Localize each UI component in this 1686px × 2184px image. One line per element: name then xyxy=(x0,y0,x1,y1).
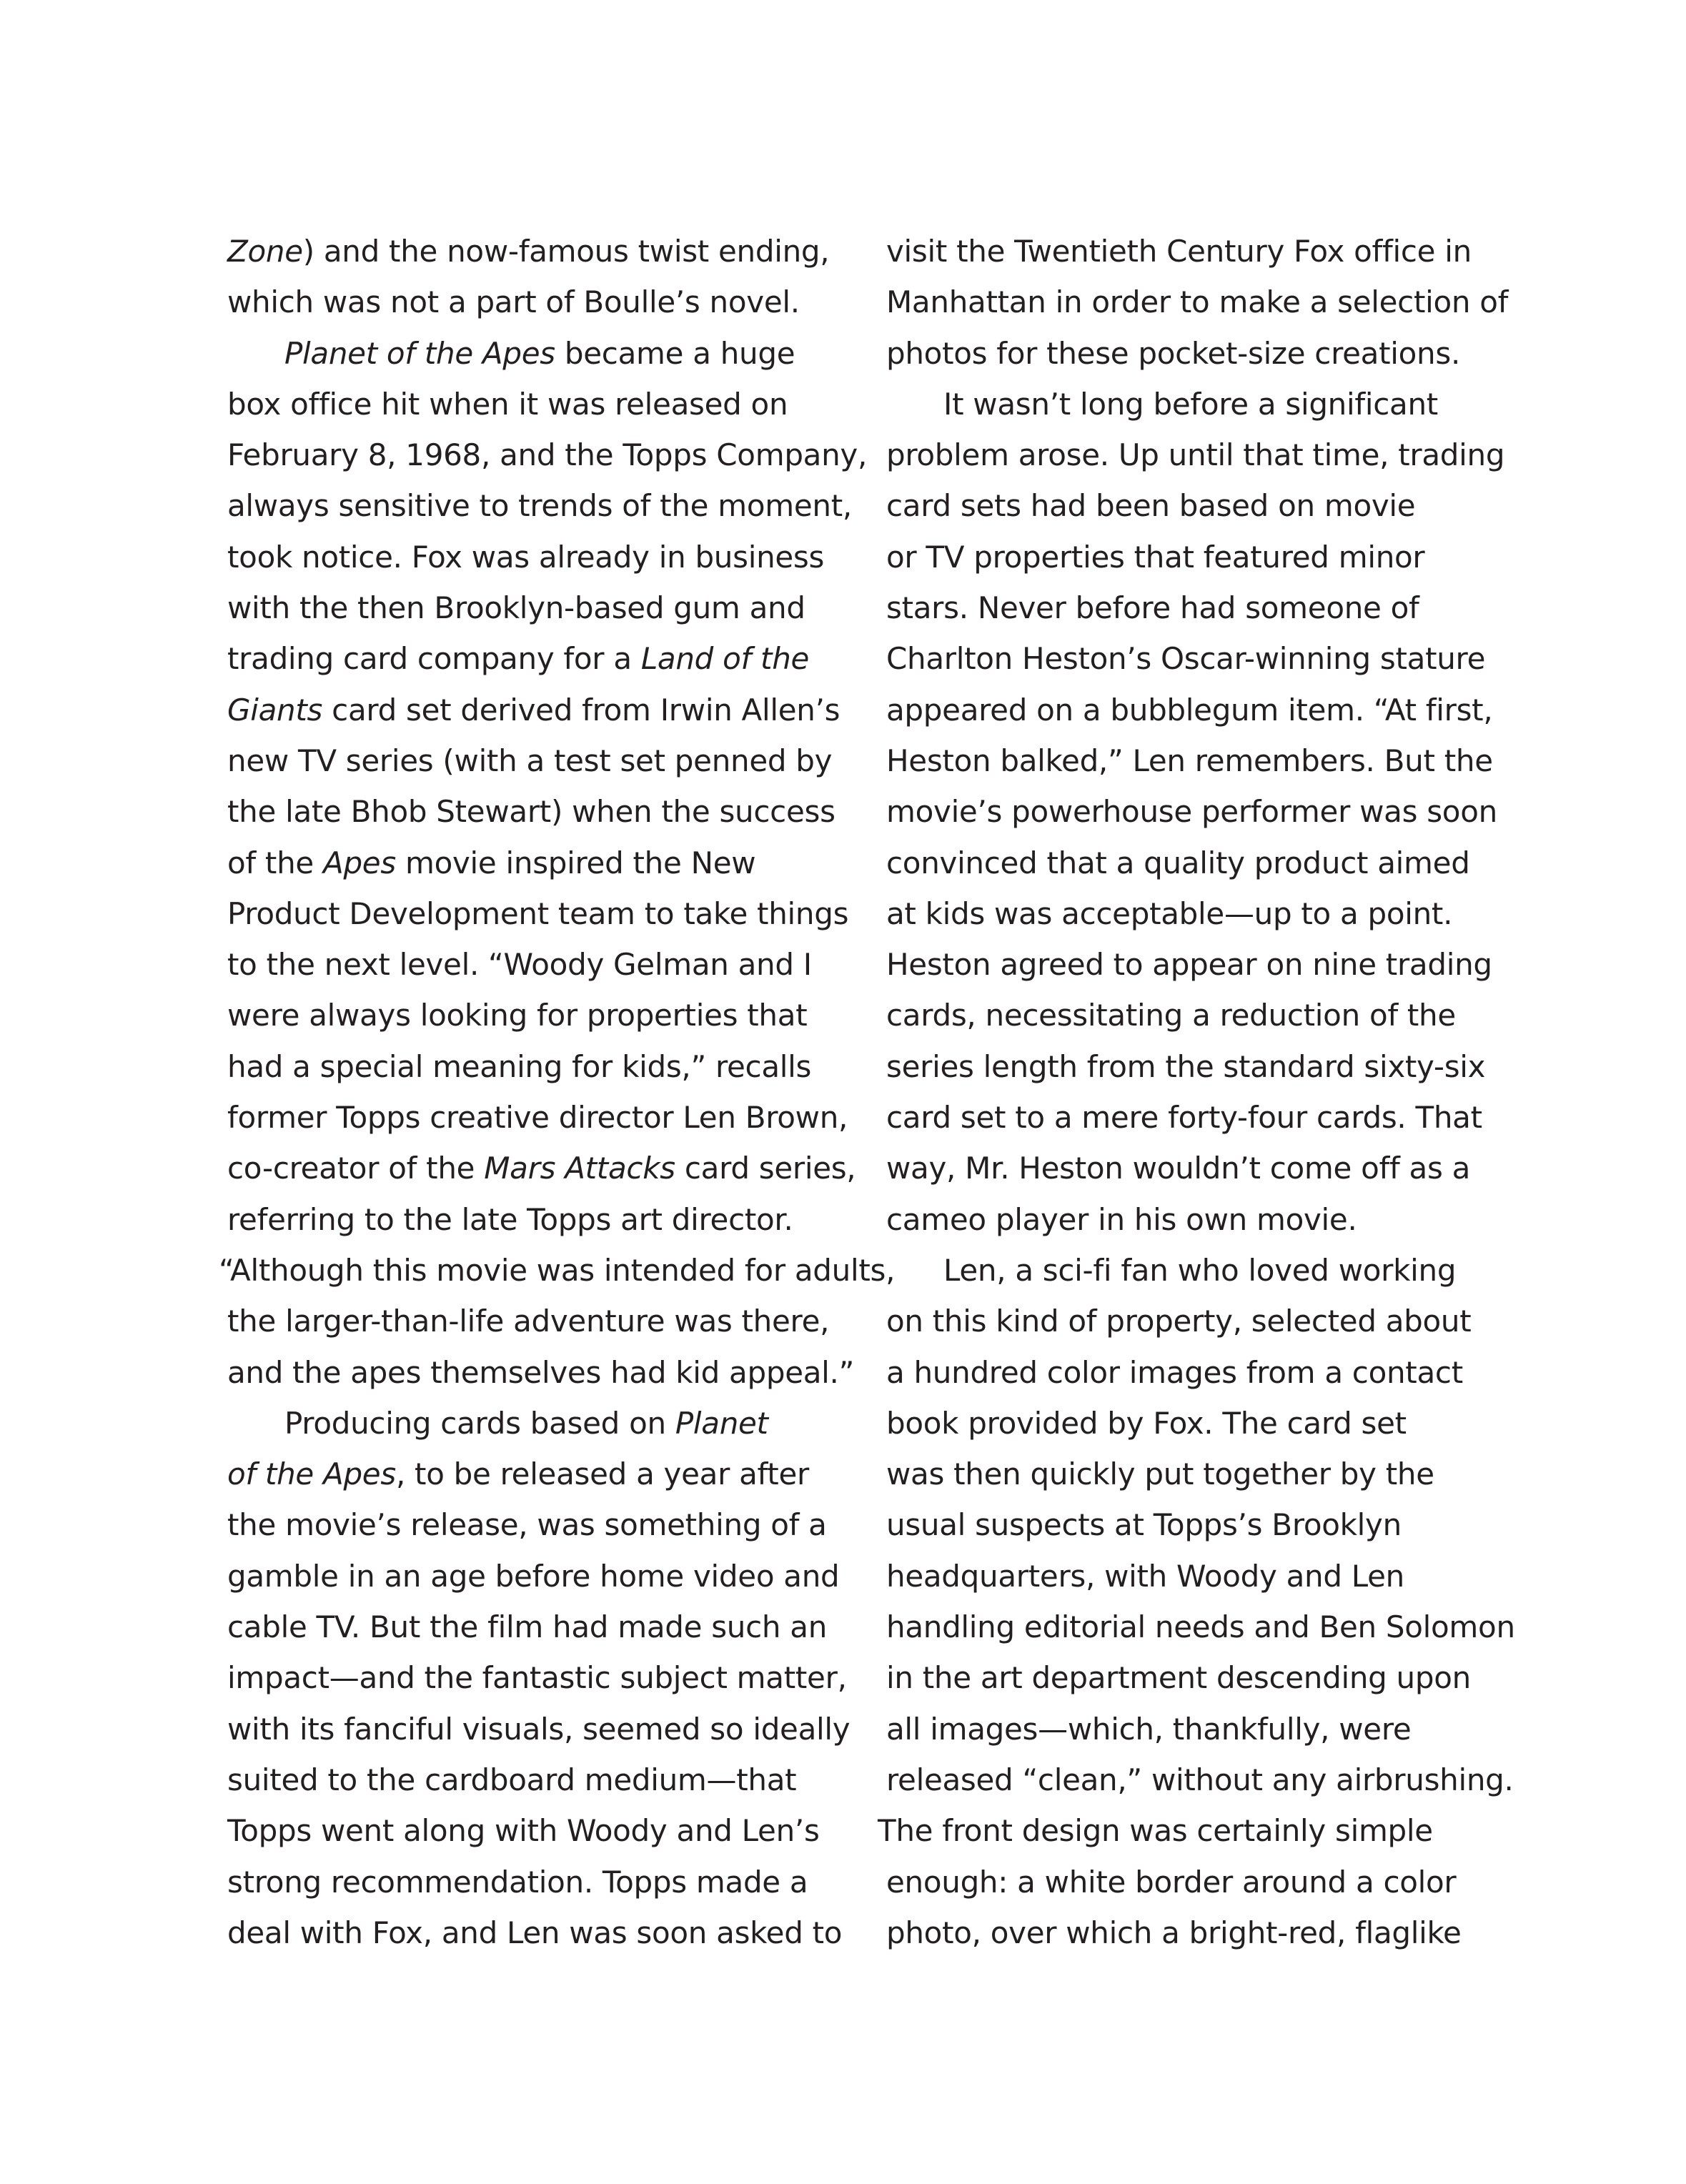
text-line xyxy=(886,328,1515,379)
text-line xyxy=(227,786,856,837)
text-segment: or TV properties that featured minor xyxy=(886,539,1425,575)
text-segment: at kids was acceptable—up to a point. xyxy=(886,895,1453,931)
text-segment: trading card company for a xyxy=(227,641,641,677)
text-segment: box office hit when it was released on xyxy=(227,386,788,422)
text-segment: had a special meaning for kids,” recalls xyxy=(227,1048,812,1084)
text-line xyxy=(227,1652,856,1703)
text-line xyxy=(227,1857,856,1907)
text-segment: card set to a mere forty-four cards. That xyxy=(886,1100,1482,1136)
text-segment: gamble in an age before home video and xyxy=(227,1558,840,1594)
text-segment: became a huge xyxy=(555,335,795,371)
text-line xyxy=(227,1551,856,1602)
text-segment: cameo player in his own movie. xyxy=(886,1201,1357,1237)
text-segment: former Topps creative director Len Brown, xyxy=(227,1100,848,1136)
text-segment: were always looking for properties that xyxy=(227,998,808,1033)
text-segment: which was not a part of Boulle’s novel. xyxy=(227,284,800,320)
text-line xyxy=(227,1805,856,1856)
text-line xyxy=(227,480,856,531)
text-segment: photos for these pocket-size creations. xyxy=(886,335,1460,371)
text-segment: enough: a white border around a color xyxy=(886,1864,1457,1900)
text-line xyxy=(886,277,1515,327)
text-segment: impact—and the fantastic subject matter, xyxy=(227,1660,847,1696)
text-segment: Heston agreed to appear on nine trading xyxy=(886,947,1492,983)
text-line xyxy=(886,685,1515,735)
text-segment: book provided by Fox. The card set xyxy=(886,1405,1407,1441)
text-segment: card series, xyxy=(675,1151,856,1186)
italic-text-segment: Planet of the Apes xyxy=(284,335,555,371)
text-segment: way, Mr. Heston wouldn’t come off as a xyxy=(886,1151,1471,1186)
text-line xyxy=(886,1296,1515,1346)
text-line xyxy=(886,786,1515,837)
text-line xyxy=(886,1602,1515,1652)
text-line xyxy=(227,888,856,939)
text-segment: Len, a sci-fi fan who loved working xyxy=(943,1252,1457,1288)
text-line xyxy=(886,1754,1515,1805)
text-line xyxy=(227,277,856,327)
text-line xyxy=(886,1499,1515,1550)
text-segment: with the then Brooklyn-based gum and xyxy=(227,590,805,626)
text-segment: problem arose. Up until that time, trading xyxy=(886,437,1505,473)
text-segment: series length from the standard sixty-six xyxy=(886,1048,1486,1084)
text-segment: ) and the now-famous twist ending, xyxy=(302,234,830,269)
text-segment: appeared on a bubblegum item. “At first, xyxy=(886,692,1493,728)
text-segment: in the art department descending upon xyxy=(886,1660,1471,1696)
text-line xyxy=(886,226,1515,277)
text-segment: on this kind of property, selected about xyxy=(886,1304,1472,1339)
text-segment: Producing cards based on xyxy=(284,1405,675,1441)
text-line xyxy=(227,1041,856,1092)
text-segment: was then quickly put together by the xyxy=(886,1456,1434,1492)
text-line xyxy=(886,1398,1515,1449)
text-line xyxy=(227,1143,856,1193)
text-line xyxy=(886,1092,1515,1143)
text-segment: Topps went along with Woody and Len’s xyxy=(227,1813,820,1849)
text-line xyxy=(227,430,868,480)
text-segment: a hundred color images from a contact xyxy=(886,1354,1463,1390)
text-line xyxy=(227,379,856,430)
text-segment: all images—which, thankfully, were xyxy=(886,1711,1412,1747)
text-line xyxy=(886,379,1515,430)
text-line xyxy=(227,226,856,277)
text-line xyxy=(227,1092,856,1143)
text-line xyxy=(886,1245,1515,1296)
italic-text-segment: Zone xyxy=(227,234,303,269)
text-segment: movie’s powerhouse performer was soon xyxy=(886,794,1497,830)
text-segment: It wasn’t long before a significant xyxy=(943,386,1438,422)
text-line xyxy=(886,480,1515,531)
text-segment: with its fanciful visuals, seemed so ideally xyxy=(227,1711,851,1747)
text-segment: usual suspects at Topps’s Brooklyn xyxy=(886,1507,1402,1543)
italic-text-segment: of the Apes xyxy=(227,1456,396,1492)
text-line xyxy=(886,1551,1515,1602)
text-segment: and the apes themselves had kid appeal.” xyxy=(227,1354,855,1390)
text-segment: new TV series (with a test set penned by xyxy=(227,743,833,778)
text-segment: card set derived from Irwin Allen’s xyxy=(322,692,840,728)
text-line xyxy=(886,1347,1515,1398)
text-line xyxy=(227,1296,856,1346)
text-segment: always sensitive to trends of the moment, xyxy=(227,488,852,524)
text-segment: cable TV. But the film had made such an xyxy=(227,1609,828,1645)
text-line xyxy=(886,1449,1515,1499)
text-line xyxy=(886,1704,1515,1754)
text-segment: “Although this movie was intended for adults, xyxy=(219,1252,896,1288)
text-segment: to the next level. “Woody Gelman and I xyxy=(227,947,812,983)
text-line xyxy=(227,1602,856,1652)
text-line xyxy=(886,1907,1515,1958)
text-segment: Charlton Heston’s Oscar-winning stature xyxy=(886,641,1486,677)
text-line xyxy=(227,735,856,786)
text-line xyxy=(886,430,1515,480)
text-segment: photo, over which a bright-red, flaglike xyxy=(886,1915,1462,1950)
text-line xyxy=(227,990,856,1041)
text-line xyxy=(886,582,1515,633)
italic-text-segment: Mars Attacks xyxy=(484,1151,675,1186)
text-line xyxy=(227,1907,856,1958)
text-line xyxy=(227,1704,856,1754)
text-segment: released “clean,” without any airbrushing. xyxy=(886,1762,1514,1797)
text-line xyxy=(227,532,856,582)
text-column-left xyxy=(219,226,896,1958)
text-segment: cards, necessitating a reduction of the xyxy=(886,998,1456,1033)
text-segment: Heston balked,” Len remembers. But the xyxy=(886,743,1493,778)
text-segment: headquarters, with Woody and Len xyxy=(886,1558,1404,1594)
text-line xyxy=(227,1754,856,1805)
text-segment: of the xyxy=(227,845,324,880)
italic-text-segment: Apes xyxy=(323,845,396,880)
text-segment: visit the Twentieth Century Fox office in xyxy=(886,234,1472,269)
text-line xyxy=(227,328,856,379)
text-segment: handling editorial needs and Ben Solomon xyxy=(886,1609,1515,1645)
text-segment: deal with Fox, and Len was soon asked to xyxy=(227,1915,843,1950)
italic-text-segment: Planet xyxy=(675,1405,768,1441)
text-line xyxy=(886,1652,1515,1703)
text-segment: card sets had been based on movie xyxy=(886,488,1416,524)
text-segment: , to be released a year after xyxy=(395,1456,809,1492)
text-segment: referring to the late Topps art director. xyxy=(227,1201,793,1237)
text-line xyxy=(886,1194,1515,1245)
text-line xyxy=(886,633,1515,684)
text-line xyxy=(886,838,1515,888)
text-segment: co-creator of the xyxy=(227,1151,485,1186)
text-line xyxy=(227,582,856,633)
text-line xyxy=(878,1805,1515,1856)
text-line xyxy=(219,1245,896,1296)
text-line xyxy=(227,1347,856,1398)
text-segment: strong recommendation. Topps made a xyxy=(227,1864,808,1900)
text-line xyxy=(227,685,856,735)
italic-text-segment: Land of the xyxy=(640,641,810,677)
text-segment: convinced that a quality product aimed xyxy=(886,845,1470,880)
text-line xyxy=(886,888,1515,939)
text-line xyxy=(886,1857,1515,1907)
text-line xyxy=(227,1398,856,1449)
text-line xyxy=(886,1041,1515,1092)
text-line xyxy=(886,939,1515,990)
text-line xyxy=(227,838,856,888)
text-segment: the late Bhob Stewart) when the success xyxy=(227,794,835,830)
text-segment: the movie’s release, was something of a xyxy=(227,1507,827,1543)
text-segment: February 8, 1968, and the Topps Company, xyxy=(227,437,868,473)
text-line xyxy=(227,939,856,990)
text-segment: the larger-than-life adventure was there, xyxy=(227,1304,830,1339)
text-line xyxy=(227,1449,856,1499)
text-segment: Manhattan in order to make a selection of xyxy=(886,284,1509,320)
text-line xyxy=(886,990,1515,1041)
text-line xyxy=(227,1499,856,1550)
text-segment: took notice. Fox was already in business xyxy=(227,539,825,575)
text-segment: The front design was certainly simple xyxy=(878,1813,1433,1849)
text-line xyxy=(227,1194,856,1245)
text-line xyxy=(227,633,856,684)
text-segment: Product Development team to take things xyxy=(227,895,849,931)
text-line xyxy=(886,1143,1515,1193)
italic-text-segment: Giants xyxy=(227,692,323,728)
text-line xyxy=(886,532,1515,582)
text-segment: suited to the cardboard medium—that xyxy=(227,1762,797,1797)
text-column-right xyxy=(878,226,1515,1958)
text-segment: movie inspired the New xyxy=(395,845,756,880)
text-line xyxy=(886,735,1515,786)
text-segment: stars. Never before had someone of xyxy=(886,590,1419,626)
